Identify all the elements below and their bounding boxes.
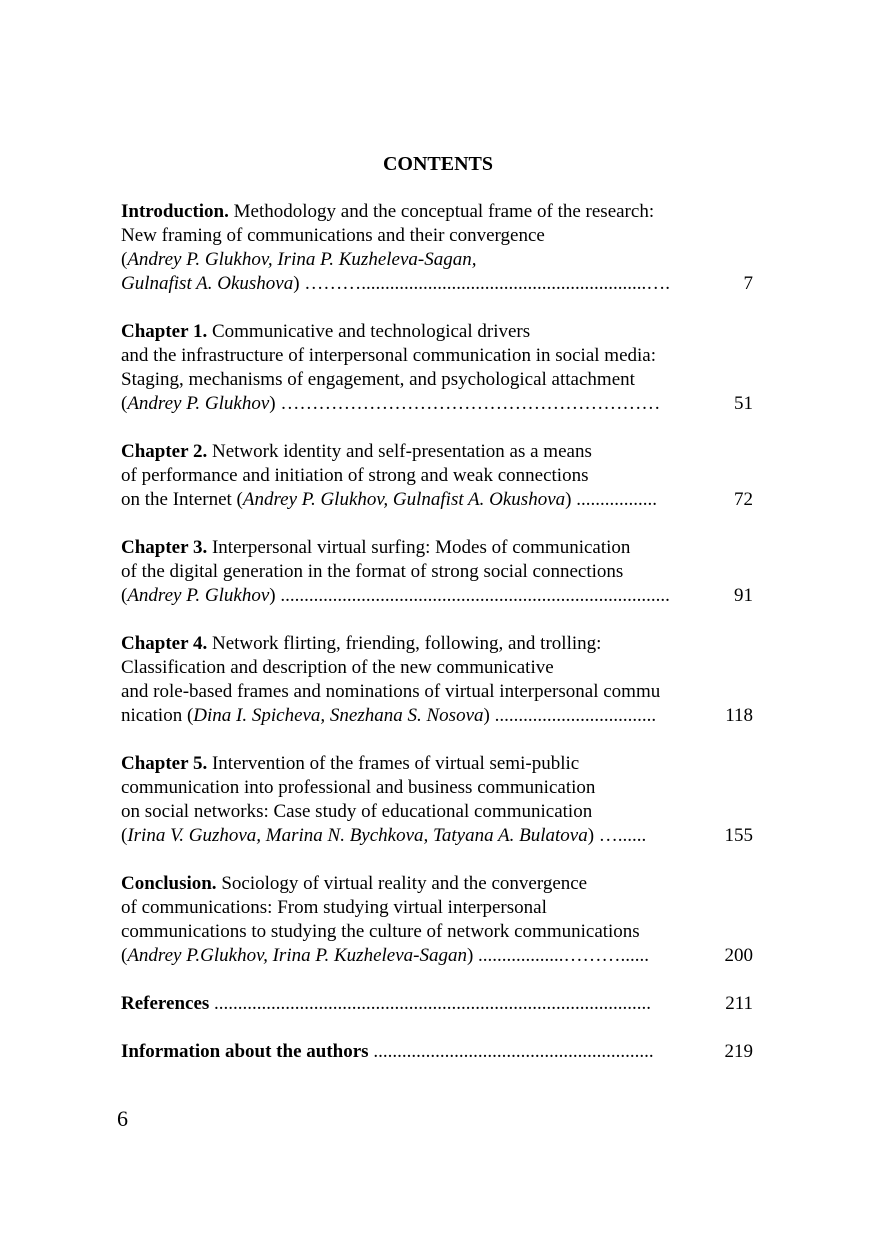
entry-title-line: nication (	[121, 705, 194, 726]
leader-dots: ) ……………………………………………………	[269, 393, 661, 414]
toc-entry-chapter-2[interactable]	[121, 440, 761, 512]
toc-entry-chapter-4[interactable]	[121, 632, 761, 728]
toc-entry-authors-info[interactable]	[121, 1040, 761, 1064]
entry-title-line: and role-based frames and nominations of virtual interpersonal commu	[121, 681, 661, 702]
entry-lead: Introduction.	[121, 201, 229, 222]
entry-title-line: on social networks: Case study of educational communication	[121, 801, 593, 822]
leader-dots: ) ..................................	[483, 705, 657, 726]
folio-page-number: 6	[117, 1106, 128, 1131]
entry-authors: Andrey P. Glukhov, Gulnafist A. Okushova	[242, 489, 566, 510]
entry-title-line: Methodology and the conceptual frame of the research:	[228, 201, 655, 222]
entry-title-line: of communications: From studying virtual interpersonal	[121, 897, 547, 918]
entry-authors: Andrey P.Glukhov, Irina P. Kuzheleva-Sagan	[127, 945, 467, 966]
entry-lead: Chapter 1.	[121, 321, 208, 342]
entry-lead: Chapter 5.	[121, 753, 208, 774]
entry-title-line: Communicative and technological drivers	[207, 321, 531, 342]
page-number: 155	[724, 825, 753, 846]
entry-lead: Information about the authors	[121, 1041, 369, 1062]
entry-authors: Gulnafist A. Okushova	[121, 273, 294, 294]
page-number: 200	[724, 945, 753, 966]
entry-title-line: Classification and description of the new communicative	[121, 657, 554, 678]
entry-title-line: New framing of communications and their convergence	[121, 225, 545, 246]
entry-title-line: of performance and initiation of strong and weak connections	[121, 465, 589, 486]
entry-authors: Andrey P. Glukhov, Irina P. Kuzheleva-Sagan,	[127, 249, 477, 270]
leader-dots: ...........................................................	[368, 1041, 654, 1062]
page-number: 51	[734, 393, 753, 414]
toc-entry-chapter-5[interactable]: Chapter 5. Intervention of the frames of virtual semi-public communication into professional and business communication on social networks: Case study of educational communication (Irina V. Guzhova, Marina N. Bychkova, Tatyana A. Bulatova) …...... 155	[121, 753, 753, 846]
entry-authors: Andrey P. Glukhov	[127, 585, 270, 606]
page-number: 91	[734, 585, 753, 606]
entry-lead: Chapter 2.	[121, 441, 208, 462]
entry-title-line: on the Internet (	[121, 489, 243, 510]
toc-entry-chapter-3[interactable]: Chapter 3. Interpersonal virtual surfing: Modes of communication of the digital generation in the format of strong social connections (Andrey P. Glukhov) .................................................................................. 91	[121, 537, 753, 606]
entry-title-line: Network identity and self-presentation as a means	[207, 441, 592, 462]
leader-dots: ) …......	[587, 825, 647, 846]
entry-authors: Irina V. Guzhova, Marina N. Bychkova, Tatyana A. Bulatova	[127, 825, 588, 846]
contents-heading: CONTENTS	[382, 153, 494, 175]
entry-title-line: Intervention of the frames of virtual semi-public	[207, 753, 580, 774]
leader-dots: ) ..................................................................................	[269, 585, 670, 606]
entry-lead: Chapter 3.	[121, 537, 208, 558]
toc-entry-conclusion[interactable]: Conclusion. Sociology of virtual reality and the convergence of communications: From studying virtual interpersonal communications to studying the culture of network communications (Andrey P.Glukhov, Irina P. Kuzheleva-Sagan) ..................………...... 200	[121, 873, 753, 966]
page-number: 211	[725, 993, 753, 1014]
entry-title-line: Sociology of virtual reality and the convergence	[216, 873, 588, 894]
entry-title-line: Interpersonal virtual surfing: Modes of communication	[207, 537, 631, 558]
entry-title-line: Network flirting, friending, following, and trolling:	[207, 633, 602, 654]
entry-title-line: communication into professional and business communication	[121, 777, 596, 798]
leader-dots: ............................................................................................	[209, 993, 652, 1014]
entry-lead: References	[121, 993, 210, 1014]
entry-lead: Chapter 4.	[121, 633, 208, 654]
page-number: 72	[734, 489, 753, 510]
leader-dots: ) .................	[565, 489, 657, 510]
entry-title-line: and the infrastructure of interpersonal communication in social media:	[121, 345, 656, 366]
page-number: 7	[743, 273, 753, 294]
entry-authors: Dina I. Spicheva, Snezhana S. Nosova	[193, 705, 484, 726]
entry-title-line: communications to studying the culture of network communications	[121, 921, 640, 942]
toc-entry-chapter-1[interactable]: Chapter 1. Communicative and technological drivers and the infrastructure of interpersonal communication in social media: Staging, mechanisms of engagement, and psychological attachment (Andrey P. Glukhov) …………………………………………………… 51	[121, 321, 753, 414]
entry-title-line: of the digital generation in the format of strong social connections	[121, 561, 624, 582]
entry-lead: Conclusion.	[121, 873, 217, 894]
page-number: 118	[725, 705, 753, 726]
toc-entry-references[interactable]	[121, 992, 761, 1016]
entry-title-line: Staging, mechanisms of engagement, and psychological attachment	[121, 369, 635, 390]
entry-authors: Andrey P. Glukhov	[127, 393, 270, 414]
table-of-contents	[121, 200, 761, 1088]
leader-dots: ) ..................………......	[466, 945, 650, 966]
toc-entry-introduction[interactable]: Introduction. Methodology and the conceptual frame of the research: New framing of communications and their convergence (Andrey P. Glukhov, Irina P. Kuzheleva-Sagan, Gulnafist A. Okushova) ………............................................................…. 7	[121, 201, 753, 294]
page-number: 219	[724, 1041, 753, 1062]
leader-dots: ) ………............................................................….	[293, 273, 671, 294]
